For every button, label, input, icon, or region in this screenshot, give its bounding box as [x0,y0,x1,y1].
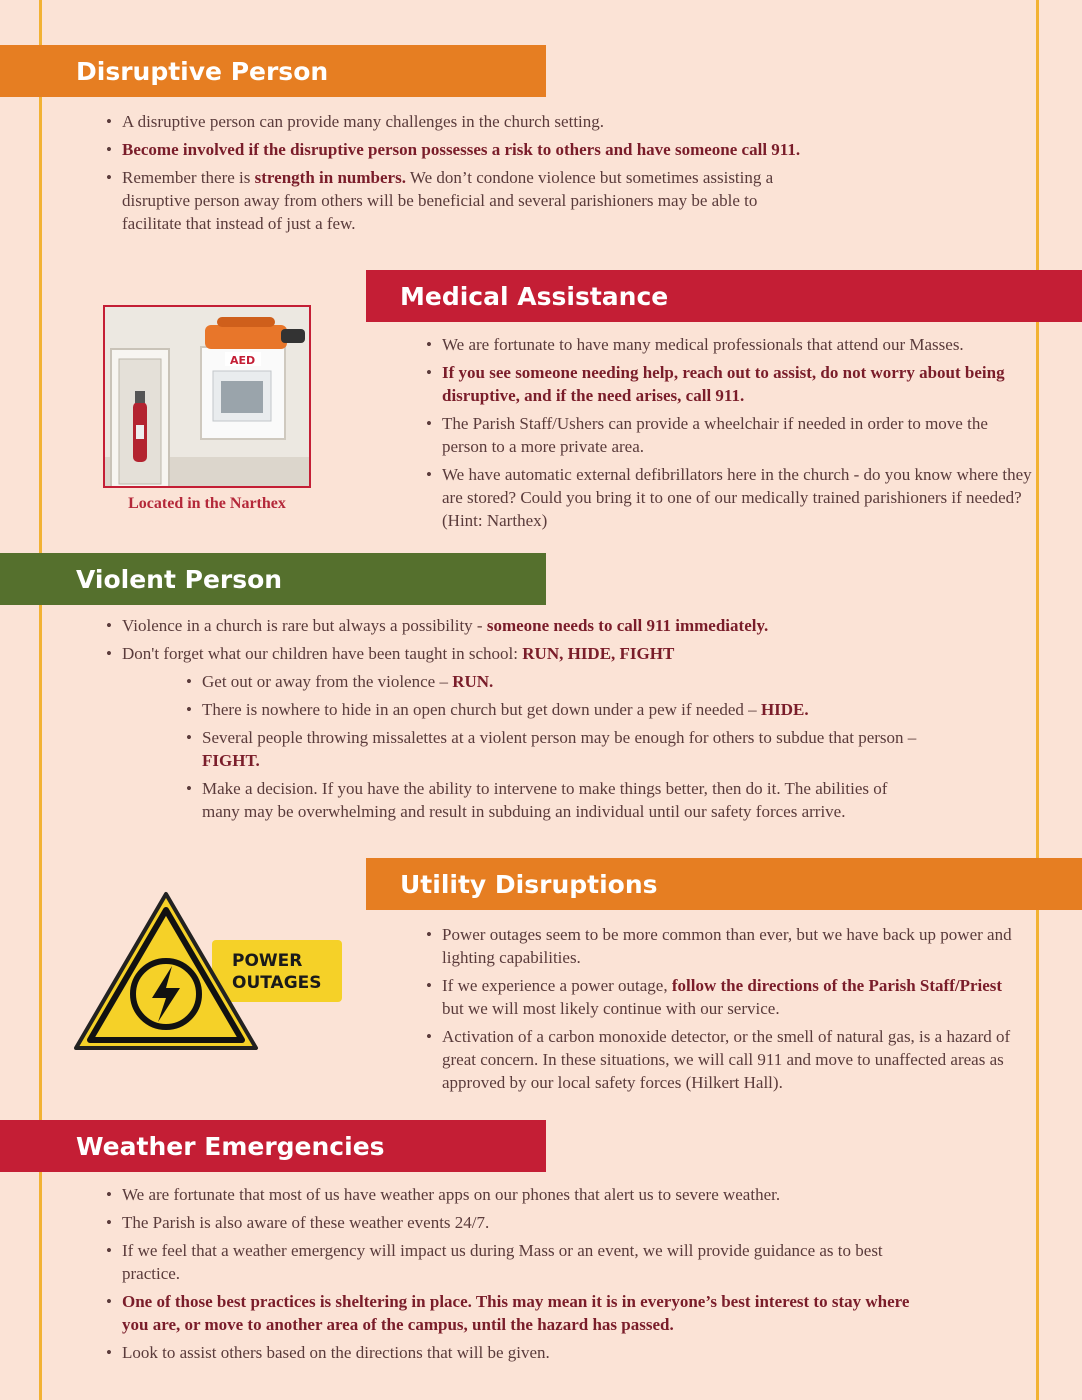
bold-text: RUN. [452,672,494,691]
disruptive-person-heading: Disruptive Person [0,45,546,97]
violent-person-list [104,614,920,828]
list-item [104,1183,914,1206]
weather-emergencies-list [104,1183,914,1369]
text: Remember there is [122,168,255,187]
text: Power outages seem to be more common than ever, but we have back up power and lighting capabilities. [442,925,1012,967]
text: Look to assist others based on the directions that will be given. [122,1343,550,1362]
bold-text: FIGHT. [202,751,260,770]
text: We are fortunate that most of us have weather apps on our phones that alert us to severe weather. [122,1185,781,1204]
list-item [104,138,816,161]
bold-text: follow the directions of the Parish Staff/Priest [671,976,1003,995]
text: Get out or away from the violence – [202,672,453,691]
bold-text: If you see someone needing help, reach out to assist, do not worry about being disruptive, and if the need arises, call 911. [442,363,1005,405]
list-item [424,333,1034,356]
text: Violence in a church is rare but always a possibility - [122,616,487,635]
medical-assistance-heading: Medical Assistance [366,270,1082,322]
bold-text: One of those best practices is sheltering in place. This may mean it is in everyone’s best interest to stay where you are, or move to another area of the campus, until the hazard has passed. [122,1292,910,1334]
aed-cabinet-image [105,307,311,488]
text: Don't forget what our children have been taught in school: [122,644,523,663]
list-item [104,614,920,637]
text: We don’t condone violence but sometimes assisting a disruptive person away from others will be beneficial and several parishioners may be able to facilitate that instead of just a few. [122,168,774,233]
bold-text: RUN, HIDE, FIGHT [522,644,675,663]
list-item [104,1239,914,1285]
sign-text-outages: OUTAGES [232,973,322,993]
sign-text-power: POWER [232,951,303,971]
text: but we will most likely continue with our service. [442,999,780,1018]
list-item [104,1211,914,1234]
utility-disruptions-heading: Utility Disruptions [366,858,1082,910]
list-item [104,1290,914,1336]
utility-disruptions-list [424,923,1024,1099]
right-border-line [1036,0,1039,1400]
list-item [424,412,1034,458]
list-item [104,642,920,665]
aed-label: AED [230,354,256,367]
list-item [104,110,816,133]
aed-photo [103,305,311,488]
violent-person-heading: Violent Person [0,553,546,605]
text: Activation of a carbon monoxide detector, or the smell of natural gas, is a hazard of great concern. In these situations, we will call 911 and move to unaffected areas as approved by our local safety forces (Hilkert Hall). [442,1027,1011,1092]
photo-caption: Located in the Narthex [128,495,286,512]
text: We are fortunate to have many medical professionals that attend our Masses. [442,335,964,354]
text: We have automatic external defibrillators here in the church - do you know where they are stored? Could you bring it to one of our medically trained parishioners if needed? (Hint: Narthex) [442,465,1032,530]
text: If we feel that a weather emergency will impact us during Mass or an event, we will provide guidance as to best practice. [122,1241,883,1283]
list-item [184,670,920,693]
bold-text: HIDE. [760,700,809,719]
list-item [184,698,920,721]
bold-text: strength in numbers. [254,168,406,187]
list-item [104,1341,914,1364]
text: Several people throwing missalettes at a violent person may be enough for others to subdue that person – [202,728,917,747]
list-item [424,923,1024,969]
medical-assistance-list [424,333,1034,537]
list-item [424,1025,1024,1094]
list-item [424,361,1034,407]
power-outage-warning-icon [74,890,346,1052]
text: Make a decision. If you have the ability to intervene to make things better, then do it. The abilities of many may be overwhelming and result in subduing an individual until our safety forces arrive. [202,779,888,821]
list-item [424,974,1024,1020]
text: There is nowhere to hide in an open church but get down under a pew if needed – [202,700,761,719]
list-item [424,463,1034,532]
disruptive-person-list [104,110,816,240]
text: If we experience a power outage, [442,976,672,995]
text: The Parish is also aware of these weather events 24/7. [122,1213,490,1232]
bold-text: someone needs to call 911 immediately. [486,616,769,635]
bold-text: Become involved if the disruptive person possesses a risk to others and have someone call 911. [122,140,801,159]
left-border-line [39,0,42,1400]
list-item [184,777,920,823]
text: A disruptive person can provide many challenges in the church setting. [122,112,605,131]
weather-emergencies-heading: Weather Emergencies [0,1120,546,1172]
text: The Parish Staff/Ushers can provide a wheelchair if needed in order to move the person to a more private area. [442,414,988,456]
list-item [104,166,816,235]
list-item [184,726,920,772]
